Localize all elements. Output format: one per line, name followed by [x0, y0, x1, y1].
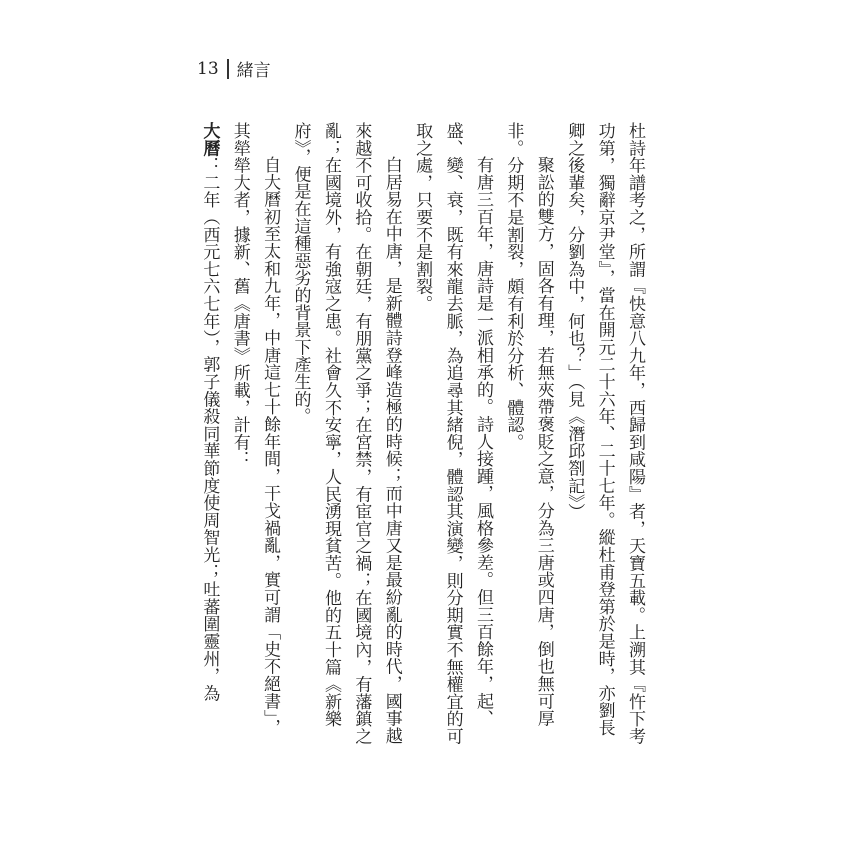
text-column: 功第，獨辭京尹堂』，當在開元二十六年、二十七年。縱杜甫登第於是時，亦劉長 — [594, 122, 615, 737]
text-column: 卿之後輩矣，分劉為中，何也？」（見《潛邱劄記》） — [564, 122, 585, 521]
text-column: 非。分期不是割裂，頗有利於分析、體認。 — [503, 122, 524, 451]
text-column: 其犖犖大者，據新、舊《唐書》所載，計有： — [229, 122, 250, 468]
section-title: 緒言 — [236, 61, 271, 81]
list-entry-text: ：二年（西元七六七年），郭子儀殺同華節度使周智光；吐蕃圍靈州，為 — [199, 156, 220, 702]
list-entry-column — [194, 122, 224, 752]
paragraph-start-column: 有唐三百年，唐詩是一派相承的。詩人接踵，風格參差。但三百餘年，起、 — [472, 156, 493, 727]
text-column: 亂；在國境外，有強寇之患。社會久不安寧，人民湧現貧苦。他的五十篇《新樂 — [320, 122, 341, 728]
paragraph-start-column: 白居易在中唐，是新體詩登峰造極的時候；而中唐又是最紛亂的時代，國事越 — [381, 156, 402, 745]
page-number: 13 — [197, 58, 219, 79]
running-header — [197, 56, 271, 81]
text-column: 來越不可收拾。在朝廷，有朋黨之爭；在宮禁，有宦官之禍；在國境內，有藩鎮之 — [351, 122, 372, 745]
era-name: 大曆 — [199, 122, 220, 157]
text-column: 盛、變、衰，既有來龍去脈，為追尋其緒倪，體認其演變，則分期實不無權宜的可 — [442, 122, 463, 745]
vertical-body-text — [188, 122, 650, 752]
text-column: 杜詩年譜考之，所謂『快意八九年，西歸到咸陽』者，天寶五載。上溯其『忤下考 — [625, 122, 645, 745]
text-column: 府》，便是在這種惡劣的背景下產生的。 — [290, 122, 311, 425]
paragraph-start-column: 聚訟的雙方，固各有理，若無夾帶褒貶之意，分為三唐或四唐，倒也無可厚 — [533, 156, 554, 727]
header-divider — [227, 59, 229, 79]
text-column: 取之處，只要不是割裂。 — [412, 122, 433, 313]
paragraph-start-column: 自大曆初至太和九年，中唐這七十餘年間，干戈禍亂，實可謂「史不絕書」， — [260, 156, 281, 736]
